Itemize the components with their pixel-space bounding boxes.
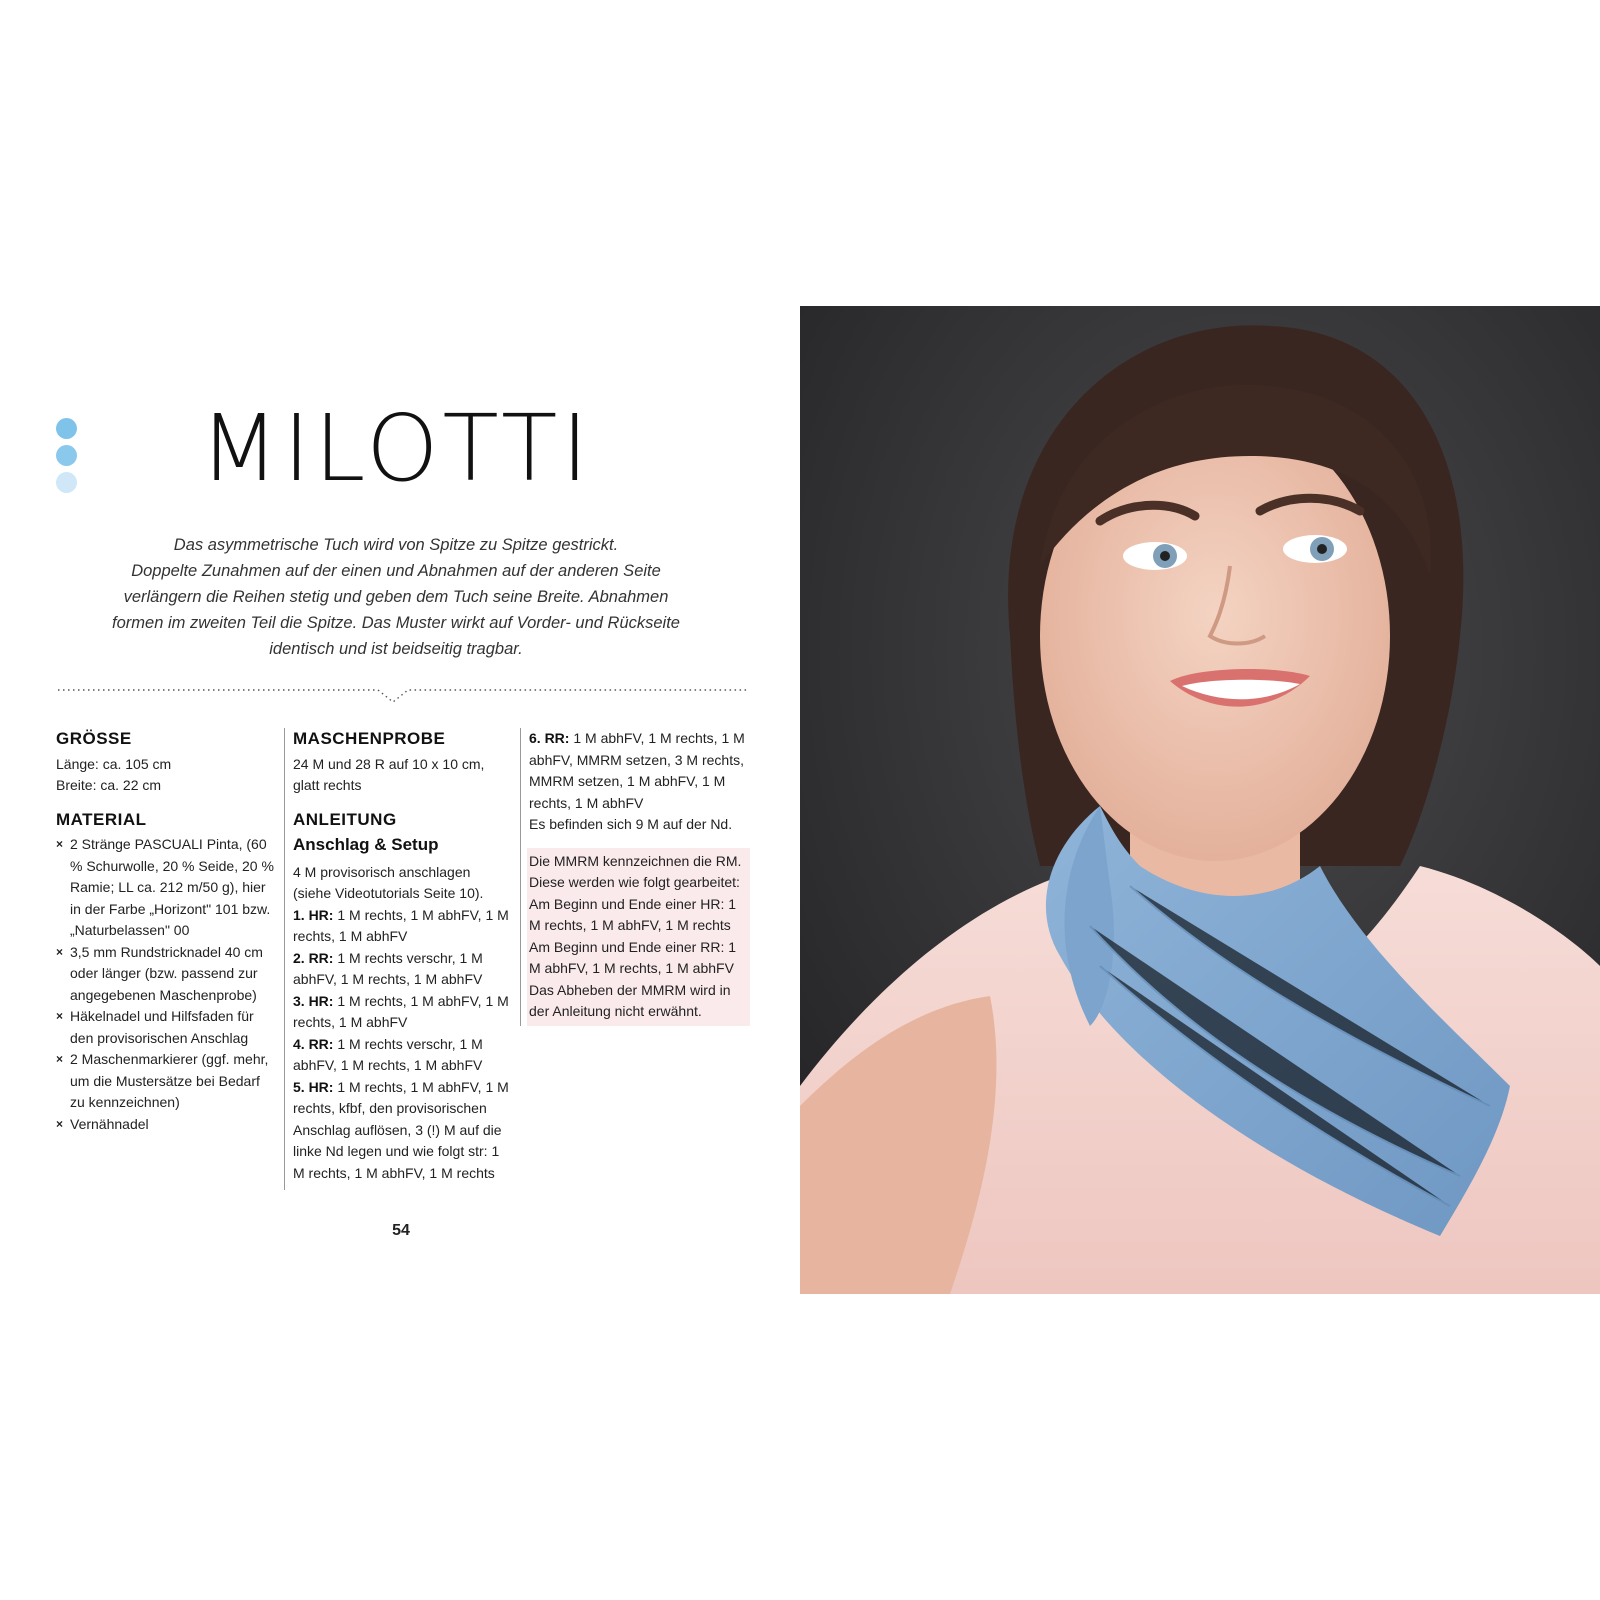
- subheading-setup: Anschlag & Setup: [293, 835, 439, 854]
- dot-icon: [56, 445, 77, 466]
- size-length: Länge: ca. 105 cm: [56, 755, 172, 772]
- step-row: [529, 728, 750, 814]
- step-text: 1 M rechts verschr, 1 M abhFV, 1 M rechts, 1 M abhFV: [293, 949, 483, 987]
- step-text: 1 M rechts verschr, 1 M abhFV, 1 M rechts, 1 M abhFV: [293, 1035, 483, 1073]
- step-row: [293, 948, 512, 991]
- list-item: × 2 Maschenmarkierer (ggf. mehr, um die Mustersätze bei Bedarf zu kennzeichnen): [56, 1049, 274, 1114]
- step-text: 1 M rechts, 1 M abhFV, 1 M rechts, kfbf, den provisorischen Anschlag auflösen, 3 (!) M auf die linke Nd legen und wie folgt str: 1 M rechts, 1 M abhFV, 1 M rechts: [293, 1078, 509, 1181]
- info-box: Die MMRM kennzeichnen die RM. Diese werden wie folgt gearbeitet: Am Beginn und Ende einer HR: 1 M rechts, 1 M abhFV, 1 M rechts Am Beginn und Ende einer RR: 1 M abhFV, 1 M rechts, 1 M abhFV Das Abheben der MMRM wird in der Anleitung nicht erwähnt.: [527, 848, 750, 1026]
- list-item: × Vernähnadel: [56, 1114, 274, 1136]
- dot-icon: [56, 418, 77, 439]
- step-label: 3. HR:: [293, 992, 334, 1009]
- setup-intro: 4 M provisorisch anschlagen (siehe Videotutorials Seite 10).: [293, 863, 484, 901]
- column-middle: [284, 728, 512, 1190]
- intro-line: Das asymmetrische Tuch wird von Spitze zu Spitze gestrickt.: [173, 536, 619, 554]
- decorative-dots: [56, 418, 78, 499]
- column-left: [56, 728, 274, 1135]
- step-row: [293, 905, 512, 948]
- step-label: 2. RR:: [293, 949, 334, 966]
- page-number: 54: [392, 1222, 410, 1239]
- step-row: [293, 1034, 512, 1077]
- list-item: × 2 Stränge PASCUALI Pinta, (60 % Schurwolle, 20 % Seide, 20 % Ramie; LL ca. 212 m/50 g), hier in der Farbe „Horizont" 101 bzw. „Naturbelassen" 00: [56, 834, 274, 942]
- material-list: [56, 834, 274, 1135]
- step-label: 5. HR:: [293, 1078, 334, 1095]
- gauge-text: 24 M und 28 R auf 10 x 10 cm, glatt rechts: [293, 755, 485, 793]
- size-width: Breite: ca. 22 cm: [56, 777, 162, 793]
- list-item: × 3,5 mm Rundstricknadel 40 cm oder länger (bzw. passend zur angegebenen Maschenprobe): [56, 942, 274, 1007]
- stitch-count-note: Es befinden sich 9 M auf der Nd.: [529, 816, 733, 832]
- step-label: 6. RR:: [529, 730, 570, 746]
- intro-text: [80, 532, 712, 662]
- column-right: [520, 728, 750, 1026]
- step-text: 1 M rechts, 1 M abhFV, 1 M rechts, 1 M abhFV: [293, 906, 509, 944]
- intro-line: identisch und ist beidseitig tragbar.: [269, 640, 523, 658]
- intro-line: Doppelte Zunahmen auf der einen und Abnahmen auf der anderen Seite: [131, 562, 661, 580]
- intro-line: formen im zweiten Teil die Spitze. Das Muster wirkt auf Vorder- und Rückseite: [112, 614, 680, 632]
- step-row: [293, 1077, 512, 1185]
- step-label: 1. HR:: [293, 906, 334, 923]
- photo-illustration: [800, 306, 1600, 1294]
- section-heading-maschenprobe: MASCHENPROBE: [293, 729, 446, 748]
- list-item: × Häkelnadel und Hilfsfaden für den provisorischen Anschlag: [56, 1006, 274, 1049]
- step-text: 1 M abhFV, 1 M rechts, 1 M abhFV, MMRM setzen, 3 M rechts, MMRM setzen, 1 M abhFV, 1 M rechts, 1 M abhFV: [529, 730, 745, 811]
- section-heading-anleitung: ANLEITUNG: [293, 809, 397, 829]
- step-text: 1 M rechts, 1 M abhFV, 1 M rechts, 1 M abhFV: [293, 992, 509, 1030]
- section-heading-material: MATERIAL: [56, 809, 147, 829]
- model-photo: [800, 306, 1600, 1294]
- intro-line: verlängern die Reihen stetig und geben dem Tuch seine Breite. Abnahmen: [123, 588, 669, 606]
- step-label: 4. RR:: [293, 1035, 334, 1052]
- dotted-divider: [58, 680, 748, 704]
- section-heading-groesse: GRÖSSE: [56, 729, 132, 748]
- dot-icon: [56, 472, 77, 493]
- page-title: MILOTTI: [199, 395, 593, 502]
- step-row: [293, 991, 512, 1034]
